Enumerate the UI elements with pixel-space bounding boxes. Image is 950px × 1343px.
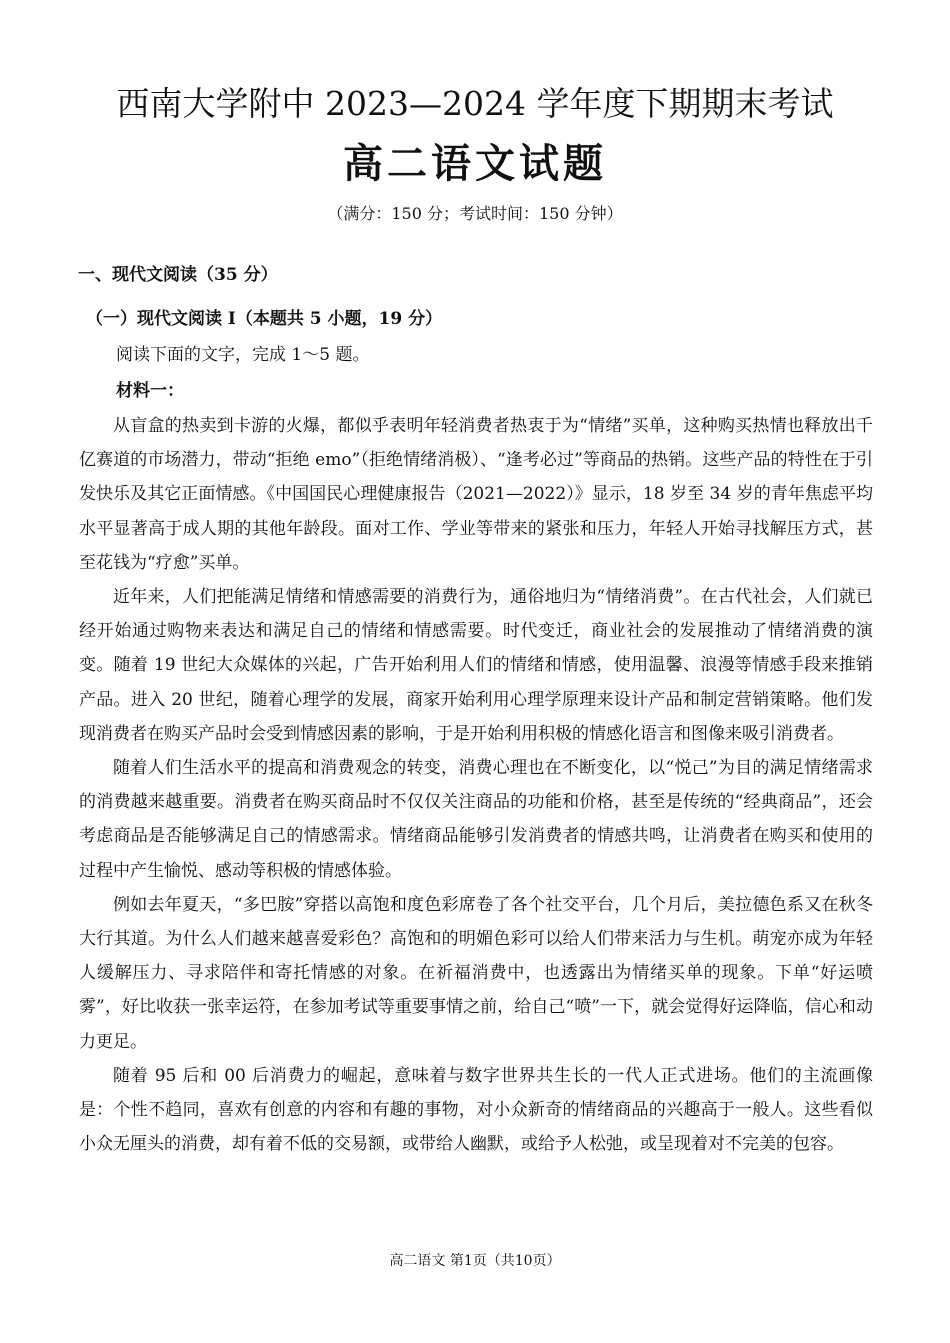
- page-footer: 高二语文 第1页（共10页）: [389, 1253, 561, 1269]
- passage-paragraph-5: 随着 95 后和 00 后消费力的崛起，意味着与数字世界共生长的一代人正式进场。他们的主流画像是：个性不趋同，喜欢有创意的内容和有趣的事物，对小众新奇的情绪商品的兴趣高于一般人。这些看似小众无厘头的消费，却有着不低的交易额，或带给人幽默，或给予人松弛，或呈现着对不完美的包容。: [79, 1065, 873, 1155]
- passage-paragraph-2: 近年来，人们把能满足情绪和情感需要的消费行为，通俗地归为“情绪消费”。在古代社会，人们就已经开始通过购物来表达和满足自己的情绪和情感需要。时代变迁，商业社会的发展推动了情绪消费的演变。随着 19 世纪大众媒体的兴起，广告开始利用人们的情绪和情感，使用温馨、浪漫等情感手段来推销产品。进入 20 世纪，随着心理学的发展，商家开始利用心理学原理来设计产品和制定营销策略。他们发现消费者在购买产品时会受到情感因素的影响，于是开始利用积极的情感化语言和图像来吸引消费者。: [79, 587, 873, 744]
- passage-paragraph-3: 随着人们生活水平的提高和消费观念的转变，消费心理也在不断变化，以“悦己”为目的满足情绪需求的消费越来越重要。消费者在购买商品时不仅仅关注商品的功能和价格，甚至是传统的“经典商品”，还会考虑商品是否能够满足自己的情感需求。情绪商品能够引发消费者的情感共鸣，让消费者在购买和使用的过程中产生愉悦、感动等积极的情感体验。: [79, 758, 873, 881]
- subsection-title: （一）现代文阅读 I（本题共 5 小题，19 分）: [86, 309, 443, 329]
- passage-paragraph-4: 例如去年夏天，“多巴胺”穿搭以高饱和度色彩席卷了各个社交平台，几个月后，美拉德色系又在秋冬大行其道。为什么人们越来越喜爱彩色？高饱和的明媚色彩可以给人们带来活力与生机。萌宠亦成为年轻人缓解压力、寻求陪伴和寄托情感的对象。在祈福消费中，也透露出为情绪买单的现象。下单“好运喷雾”，好比收获一张幸运符，在参加考试等重要事情之前，给自己“喷”一下，就会觉得好运降临，信心和动力更足。: [79, 894, 873, 1052]
- passage-body: [79, 409, 873, 1161]
- material-label: 材料一：: [116, 381, 184, 401]
- exam-title: 西南大学附中 2023—2024 学年度下期期末考试: [116, 84, 834, 123]
- passage-paragraph-1: 从盲盒的热卖到卡游的火爆，都似乎表明年轻消费者热衷于为“情绪”买单，这种购买热情也释放出千亿赛道的市场潜力，带动“拒绝 emo”（拒绝情绪消极）、“逢考必过”等商品的热销。这些产品的特性在于引发快乐及其它正面情感。《中国国民心理健康报告（2021—2022）》显示，18 岁至 34 岁的青年焦虑平均水平显著高于成人期的其他年龄段。面对工作、学业等带来的紧张和压力，年轻人开始寻找解压方式，甚至花钱为“疗愈”买单。: [79, 416, 873, 573]
- reading-instruction: 阅读下面的文字，完成 1～5 题。: [116, 345, 370, 365]
- section-title: 一、现代文阅读（35 分）: [78, 265, 278, 285]
- score-and-time-note: （满分：150 分；考试时间：150 分钟）: [327, 204, 623, 223]
- exam-subtitle: 高二语文试题: [343, 140, 607, 187]
